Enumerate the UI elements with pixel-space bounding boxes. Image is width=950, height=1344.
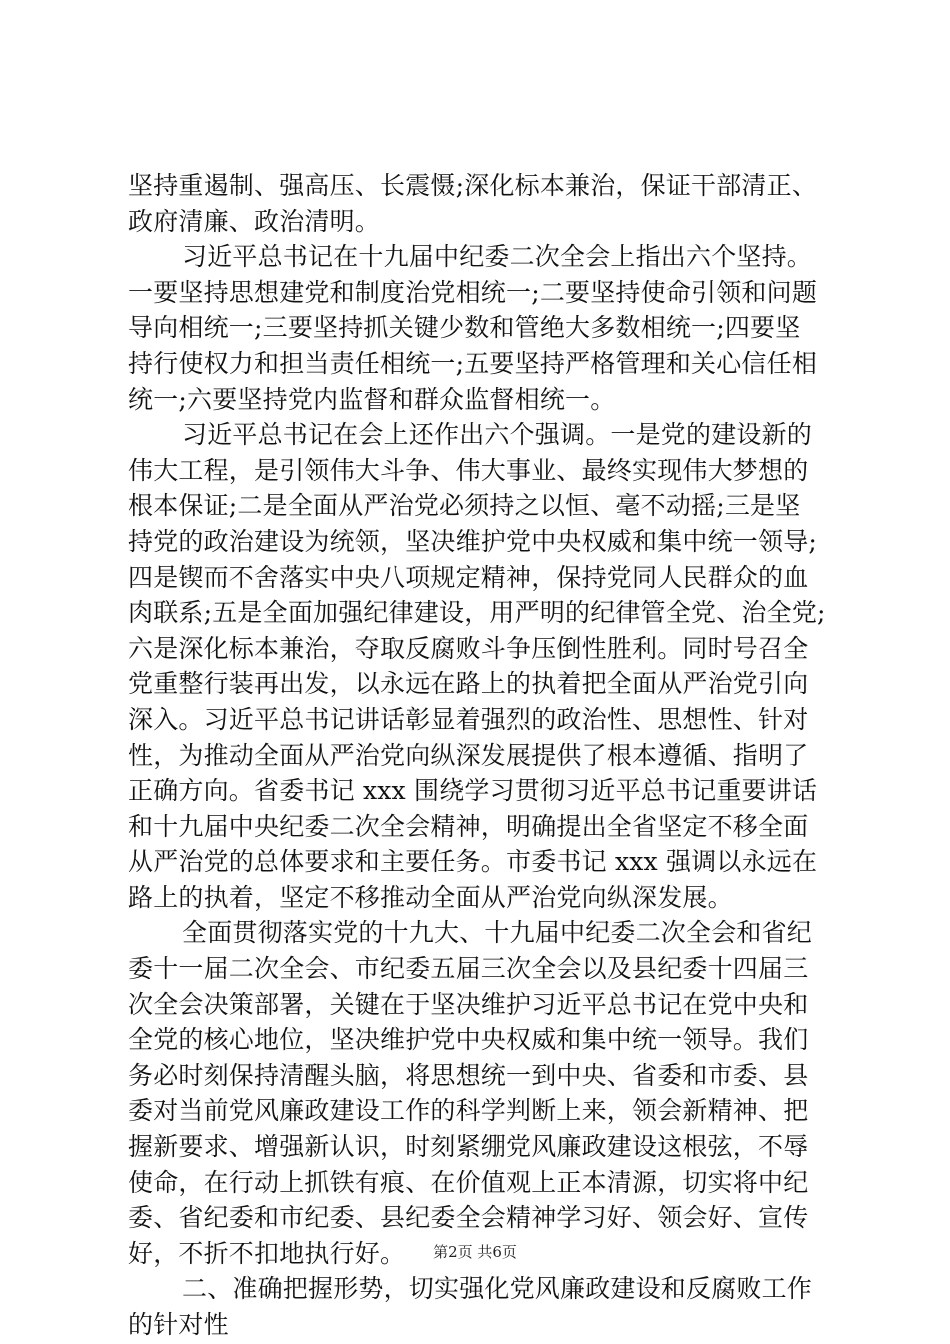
text-line: 委、省纪委和市纪委、县纪委全会精神学习好、领会好、宣传 (128, 1203, 809, 1233)
text-line: 政府清廉、政治清明。 (128, 206, 381, 236)
text-line: 次全会决策部署，关键在于坚决维护习近平总书记在党中央和 (128, 989, 809, 1019)
section-heading-line: 二、准确把握形势，切实强化党风廉政建设和反腐败工作 (182, 1274, 813, 1304)
text-line: 委对当前党风廉政建设工作的科学判断上来，领会新精神、把 (128, 1096, 809, 1126)
text-line: 正确方向。省委书记 xxx 围绕学习贯彻习近平总书记重要讲话 (128, 776, 818, 806)
text-line: 党重整行装再出发，以永远在路上的执着把全面从严治党引向 (128, 669, 809, 699)
text-line: 路上的执着，坚定不移推动全面从严治党向纵深发展。 (128, 882, 733, 912)
text-line: 一要坚持思想建党和制度治党相统一;二要坚持使命引领和问题 (128, 277, 818, 307)
text-line: 使命，在行动上抓铁有痕、在价值观上正本清源，切实将中纪 (128, 1167, 809, 1197)
paragraph-start-line: 习近平总书记在十九届中纪委二次全会上指出六个坚持。 (182, 242, 813, 272)
text-line: 伟大工程，是引领伟大斗争、伟大事业、最终实现伟大梦想的 (128, 455, 809, 485)
document-body (128, 168, 840, 1343)
text-line: 和十九届中央纪委二次全会精神，明确提出全省坚定不移全面 (128, 811, 809, 841)
text-line: 务必时刻保持清醒头脑，将思想统一到中央、省委和市委、县 (128, 1060, 809, 1090)
text-line: 四是锲而不舍落实中央八项规定精神，保持党同人民群众的血 (128, 562, 809, 592)
text-line: 肉联系;五是全面加强纪律建设，用严明的纪律管全党、治全党; (128, 598, 826, 628)
text-line: 好，不折不扣地执行好。 (128, 1238, 406, 1268)
page-number-footer: 第2页 共6页 (433, 1243, 517, 1261)
text-line: 持党的政治建设为统领，坚决维护党中央权威和集中统一领导; (128, 526, 818, 556)
paragraph-start-line: 习近平总书记在会上还作出六个强调。一是党的建设新的 (182, 420, 813, 450)
text-line: 全党的核心地位，坚决维护党中央权威和集中统一领导。我们 (128, 1025, 809, 1055)
paragraph-start-line: 全面贯彻落实党的十九大、十九届中纪委二次全会和省纪 (182, 918, 813, 948)
text-line: 性，为推动全面从严治党向纵深发展提供了根本遵循、指明了 (128, 740, 809, 770)
text-line: 委十一届二次全会、市纪委五届三次全会以及县纪委十四届三 (128, 954, 809, 984)
text-line: 根本保证;二是全面从严治党必须持之以恒、毫不动摇;三是坚 (128, 491, 801, 521)
text-line: 统一;六要坚持党内监督和群众监督相统一。 (128, 384, 616, 414)
text-line: 导向相统一;三要坚持抓关键少数和管绝大多数相统一;四要坚 (128, 313, 801, 343)
text-line: 深入。习近平总书记讲话彰显着强烈的政治性、思想性、针对 (128, 704, 809, 734)
text-line: 持行使权力和担当责任相统一;五要坚持严格管理和关心信任相 (128, 348, 818, 378)
text-line: 六是深化标本兼治，夺取反腐败斗争压倒性胜利。同时号召全 (128, 633, 809, 663)
text-line: 从严治党的总体要求和主要任务。市委书记 xxx 强调以永远在 (128, 847, 818, 877)
text-line: 握新要求、增强新认识，时刻紧绷党风廉政建设这根弦，不辱 (128, 1132, 809, 1162)
text-line: 坚持重遏制、强高压、长震慑;深化标本兼治，保证干部清正、 (128, 171, 818, 200)
section-heading-line: 的针对性 (128, 1310, 229, 1339)
